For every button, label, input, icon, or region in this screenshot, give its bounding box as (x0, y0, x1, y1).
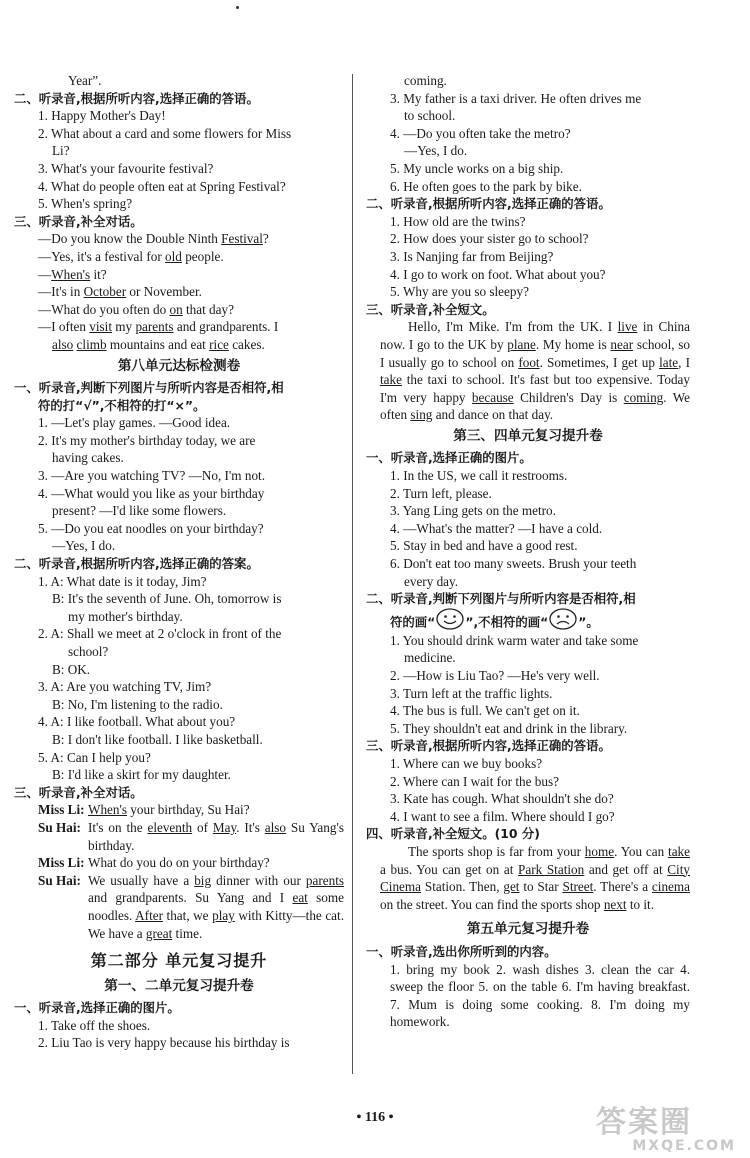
list-item: 3. Kate has cough. What shouldn't she do? (390, 791, 614, 807)
text: in China now. I go to the UK by (380, 319, 691, 352)
answer-blank: near (610, 336, 634, 352)
list-item: 1. A: What date is it today, Jim? (38, 573, 207, 589)
text: ? (262, 231, 269, 247)
list-item: 5. —Do you eat noodles on your birthday? (38, 520, 264, 536)
text: with Kitty—the cat. We have a (88, 907, 344, 941)
text: ”,不相符的画“ (465, 614, 549, 630)
answer-blank: plane (507, 336, 536, 352)
answer-blank: When's (88, 802, 127, 818)
section-heading: 一、听录音,判断下列图片与所听内容是否相符,相 (14, 380, 284, 396)
answer-blank: take (380, 372, 402, 388)
text: my (112, 319, 136, 335)
list-item-continued: —Yes, I do. (404, 143, 468, 159)
list-item-continued: to school. (404, 108, 456, 124)
text: school, so I usually go to school on (380, 336, 690, 370)
text: of (192, 819, 213, 835)
list-item: 4. I go to work on foot. What about you? (390, 266, 606, 282)
text: . It's (236, 819, 265, 835)
text-line: coming. (404, 73, 447, 88)
text: Hello, I'm Mike. I'm from the UK. I (408, 319, 618, 335)
answer-blank: October (83, 284, 127, 300)
speaker-name: Su Hai: (38, 872, 81, 888)
speaker-name: Miss Li: (38, 855, 85, 871)
answer-blank: parents (135, 319, 174, 335)
list-item: 3. Turn left at the traffic lights. (390, 685, 553, 701)
list-item: B: No, I'm listening to the radio. (52, 696, 223, 712)
list-item: 4. —Do you often take the metro? (390, 125, 571, 141)
answer-blank: play (212, 907, 235, 923)
text: and dance on that day. (432, 407, 554, 423)
section-heading: 三、听录音,根据所听内容,选择正确的答语。 (366, 738, 611, 754)
list-item: 3. Is Nanjing far from Beijing? (390, 248, 554, 264)
answer-blank: rice (209, 336, 229, 352)
section-heading: 二、听录音,根据所听内容,选择正确的答语。 (14, 90, 259, 106)
list-item: 2. —How is Liu Tao? —He's very well. (390, 668, 600, 683)
list-item: 4. I want to see a film. Where should I go? (390, 808, 615, 824)
list-item: 1. How old are the twins? (390, 213, 526, 229)
list-item-continued: school? (68, 644, 109, 659)
section-heading: 二、听录音,根据所听内容,选择正确的答语。 (366, 196, 611, 212)
answer-blank: Park Station (518, 861, 585, 877)
text: to Star (519, 879, 563, 895)
section-heading: 三、听录音,补全对话。 (14, 213, 143, 229)
section-heading: 二、听录音,根据所听内容,选择正确的答案。 (14, 556, 259, 572)
text: —Do you know the Double Ninth (38, 231, 222, 247)
text: . Sometimes, I get up (539, 354, 660, 370)
list-item: 5. They shouldn't eat and drink in the library. (390, 720, 628, 736)
list-item: 2. Where can I wait for the bus? (390, 773, 559, 789)
dialogue-line (14, 318, 344, 336)
list-item: 4. —What would you like as your birthday (38, 485, 265, 501)
unit-title: 第三、四单元复习提升卷 (453, 427, 603, 444)
dialogue-line (14, 283, 344, 301)
list-item-continued: —Yes, I do. (52, 538, 116, 554)
text: your birthday, Su Hai? (127, 802, 250, 818)
dialogue-line (14, 248, 344, 266)
list-item: 6. He often goes to the park by bike. (390, 178, 582, 194)
list-item-continued: my mother's birthday. (68, 608, 183, 624)
list-item: 1. You should drink warm water and take some (390, 632, 639, 648)
list-item: 3. Yang Ling gets on the metro. (390, 503, 556, 519)
list-item-continued: having cakes. (52, 450, 124, 466)
list-item: B: It's the seventh of June. Oh, tomorrow is (52, 591, 282, 607)
text: it? (90, 266, 107, 282)
list-item: B: I'd like a skirt for my daughter. (52, 767, 231, 783)
list-item: B: OK. (52, 661, 91, 677)
list-item: 2. Turn left, please. (390, 485, 492, 501)
section-heading: 四、听录音,补全短文。(10 分) (366, 826, 540, 842)
scan-mark (236, 6, 239, 9)
text: , I (678, 354, 690, 370)
text: —What do you often do (38, 301, 170, 317)
column-divider (352, 74, 353, 1074)
page-number: • 116 • (356, 1110, 394, 1125)
answer-blank: great (145, 925, 173, 941)
list-item: 4. What do people often eat at Spring Festival? (38, 178, 286, 194)
text: We usually have a (88, 872, 195, 888)
list-item: 5. When's spring? (38, 196, 133, 212)
list-item: 2. A: Shall we meet at 2 o'clock in front of the (38, 626, 282, 642)
list-item: 2. What about a card and some flowers for Miss (38, 125, 292, 141)
section-heading: 三、听录音,补全对话。 (14, 784, 143, 800)
section-heading-continued: 符的打“√”,不相符的打“×”。 (38, 397, 206, 413)
dialogue-row (14, 819, 344, 854)
answer-blank: sing (410, 407, 433, 423)
answer-blank: eat (292, 890, 308, 906)
text: —It's in (38, 284, 84, 300)
left-column (14, 72, 344, 1052)
watermark-text: 答案圈 (596, 1105, 692, 1140)
answer-blank: get (503, 879, 520, 895)
answer-blank: After (135, 907, 163, 923)
text: a bus. You can get on at (380, 861, 519, 877)
text: . You can (614, 843, 669, 859)
text: Su Yang's birthday. (88, 819, 344, 853)
text: that, we (162, 907, 213, 923)
text: the taxi to school. It's fast but too expensive. Today I'm very happy (380, 372, 690, 405)
list-item-continued: Li? (52, 143, 70, 159)
list-item: 3. What's your favourite festival? (38, 160, 214, 176)
answer-blank: parents (305, 872, 344, 888)
answer-blank: also (264, 819, 287, 835)
answer-blank: live (617, 319, 638, 335)
dialogue-row (14, 801, 344, 819)
list-item: 3. —Are you watching TV? —No, I'm not. (38, 468, 266, 484)
text: or November. (126, 284, 202, 300)
list-paragraph: 1. bring my book 2. wash dishes 3. clean the car 4. sweep the floor 5. on the table 6. I'm having breakfast. 7. Mum is doing some cooking. 8. I'm doing my homework. (390, 961, 690, 1030)
dialogue-line (14, 266, 344, 284)
part-title: 第二部分 单元复习提升 (90, 951, 268, 971)
answer-blank: climb (76, 336, 107, 352)
list-item: 4. The bus is full. We can't get on it. (390, 703, 580, 719)
answer-blank: big (194, 872, 212, 888)
answer-blank: eleventh (147, 819, 193, 835)
text: . We often (380, 389, 690, 423)
list-item: 3. My father is a taxi driver. He often drives me (390, 90, 642, 106)
text: to it. (626, 896, 655, 912)
answer-blank: also (52, 336, 74, 352)
list-item-continued: medicine. (404, 650, 456, 666)
text: on the street. You can find the sports shop (380, 896, 604, 912)
text: Children's Day is (513, 389, 624, 405)
text: dinner with our (211, 872, 306, 888)
text: It's on the (88, 819, 148, 835)
text: and get off at (584, 861, 668, 877)
list-item: 1. Take off the shoes. (38, 1017, 151, 1033)
text-line: Year”. (68, 73, 102, 88)
section-heading: 一、听录音,选择正确的图片。 (366, 450, 532, 466)
dialogue-line (14, 301, 344, 319)
essay-paragraph (366, 318, 690, 424)
text: . My home is (535, 336, 611, 352)
answer-blank: next (603, 896, 627, 912)
answer-blank: late (659, 354, 679, 370)
answer-blank: visit (89, 319, 112, 335)
list-item: 1. Where can we buy books? (390, 755, 543, 771)
text: What do you do on your birthday? (88, 855, 270, 871)
text: ”。 (578, 614, 599, 630)
dialogue-row (14, 854, 344, 872)
answer-blank: Street (562, 879, 594, 895)
watermark-url: MXQE.COM (632, 1138, 736, 1154)
answer-blank: because (471, 389, 514, 405)
list-item: 1. —Let's play games. —Good idea. (38, 415, 231, 431)
text: 符的画“ (390, 614, 436, 630)
answer-blank: When's (51, 266, 91, 282)
text: people. (181, 248, 224, 264)
essay-paragraph (366, 843, 690, 913)
list-item: 2. It's my mother's birthday today, we are (38, 432, 256, 448)
list-item: 5. Stay in bed and have a good rest. (390, 538, 578, 554)
section-heading-continued (366, 608, 690, 632)
unit-title: 第八单元达标检测卷 (117, 357, 241, 374)
watermark-logo (596, 1105, 736, 1154)
list-item: 2. Liu Tao is very happy because his birthday is (38, 1035, 290, 1051)
list-item: 1. In the US, we call it restrooms. (390, 468, 568, 484)
answer-blank: coming (623, 389, 664, 405)
speaker-name: Su Hai: (38, 819, 81, 835)
answer-blank: take (668, 843, 690, 859)
text: and grandparents. Su Yang and I (88, 890, 293, 906)
answer-blank: May (212, 819, 237, 835)
text: time. (172, 925, 203, 941)
text: —I often (38, 319, 90, 335)
answer-blank: Festival (221, 231, 263, 247)
list-item: 2. How does your sister go to school? (390, 231, 589, 247)
section-heading: 三、听录音,补全短文。 (366, 301, 495, 317)
text: mountains and eat (106, 336, 210, 352)
list-item: 5. My uncle works on a big ship. (390, 160, 564, 176)
dialogue-row (14, 872, 344, 942)
answer-blank: old (165, 248, 182, 264)
answer-blank: cinema (651, 879, 690, 895)
answer-blank: City Cinema (380, 861, 690, 895)
text: that day? (182, 301, 234, 317)
answer-blank: on (169, 301, 183, 317)
unit-title: 第一、二单元复习提升卷 (104, 977, 254, 994)
text: — (38, 266, 52, 282)
text: and grandparents. I (173, 319, 279, 335)
list-item: 4. —What's the matter? —I have a cold. (390, 520, 603, 536)
list-item: 1. Happy Mother's Day! (38, 108, 166, 124)
list-item: 6. Don't eat too many sweets. Brush your teeth (390, 556, 637, 572)
dialogue-line (14, 230, 344, 248)
right-column (366, 72, 690, 1031)
text: cakes. (228, 336, 265, 352)
section-heading: 一、听录音,选择正确的图片。 (14, 1000, 180, 1016)
text: Station. Then, (421, 879, 504, 895)
text: some noodles. (88, 890, 344, 923)
text: The sports shop is far from your (408, 843, 585, 859)
list-item-continued: present? —I'd like some flowers. (52, 503, 227, 519)
list-item: 5. Why are you so sleepy? (390, 284, 529, 300)
text: . There's a (593, 879, 652, 895)
answer-blank: home (584, 843, 615, 859)
list-item: B: I don't like football. I like basketball. (52, 731, 263, 747)
section-heading: 二、听录音,判断下列图片与所听内容是否相符,相 (366, 591, 636, 607)
speaker-name: Miss Li: (38, 802, 85, 818)
answer-blank: foot (518, 354, 540, 370)
list-item: 5. A: Can I help you? (38, 749, 151, 765)
section-heading: 一、听录音,选出你所听到的内容。 (366, 943, 557, 959)
dialogue-line (14, 336, 344, 354)
unit-title: 第五单元复习提升卷 (466, 921, 590, 938)
list-item: 3. A: Are you watching TV, Jim? (38, 679, 212, 695)
text: —Yes, it's a festival for (38, 248, 166, 264)
list-item: 4. A: I like football. What about you? (38, 714, 236, 730)
list-item-continued: every day. (404, 573, 459, 589)
